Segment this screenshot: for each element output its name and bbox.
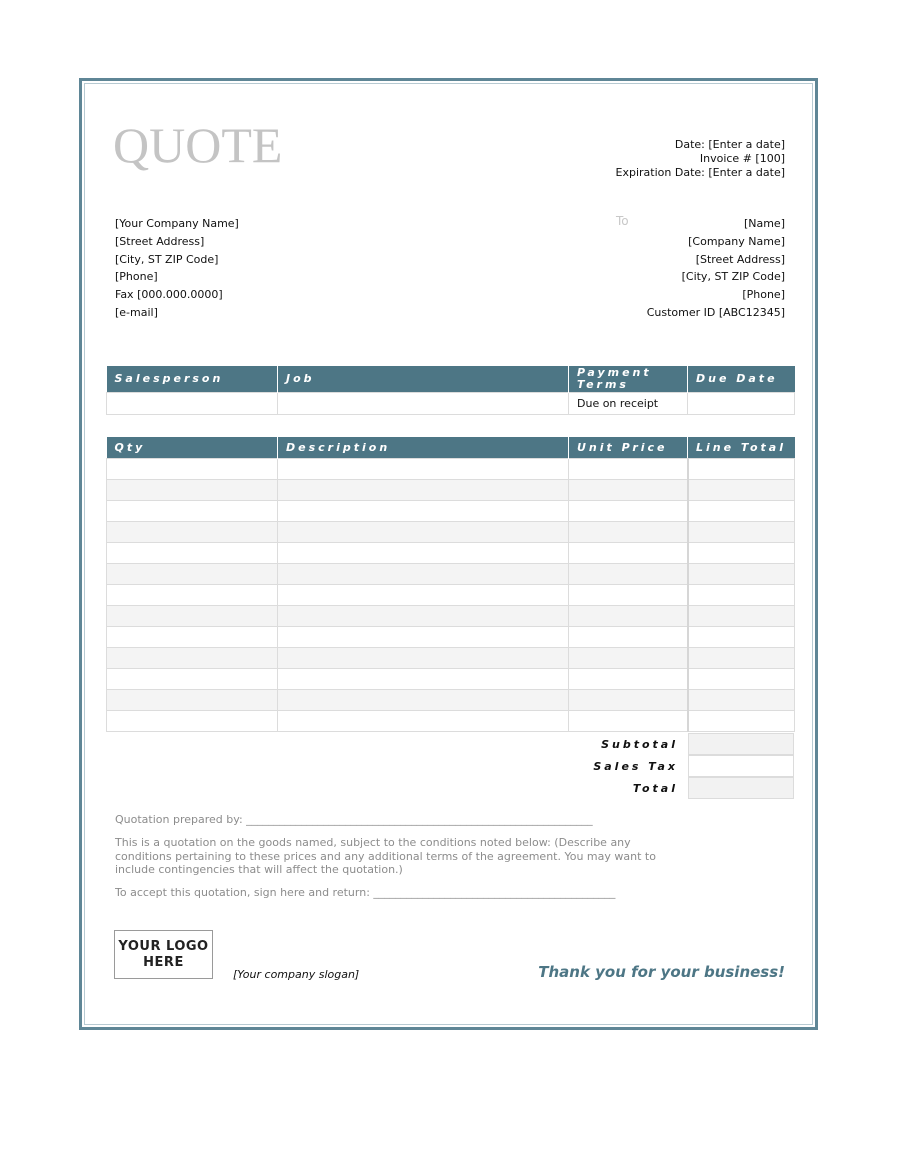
unit-price-cell[interactable] [569,647,688,668]
unit-price-cell[interactable] [569,668,688,689]
table-row [107,668,795,689]
sender-email[interactable]: [e-mail] [115,305,158,319]
to-label: To [616,214,629,228]
unit-price-cell[interactable] [569,458,688,479]
items-table [106,437,795,732]
subtotal-label: Subtotal [601,738,678,751]
total-value[interactable] [688,777,794,799]
line-total-cell[interactable] [688,521,795,542]
qty-cell[interactable] [107,710,278,731]
table-row [107,479,795,500]
recipient-company[interactable]: [Company Name] [688,234,785,248]
qty-cell[interactable] [107,521,278,542]
qty-cell[interactable] [107,458,278,479]
description-cell[interactable] [278,500,569,521]
qty-cell[interactable] [107,500,278,521]
description-cell[interactable] [278,689,569,710]
table-row [107,584,795,605]
customer-id[interactable]: Customer ID [ABC12345] [646,305,785,319]
sender-street[interactable]: [Street Address] [115,234,205,248]
unit-price-cell[interactable] [569,605,688,626]
salesperson-cell[interactable] [107,392,278,414]
sender-phone[interactable]: [Phone] [115,270,158,284]
recipient-name[interactable]: [Name] [743,217,785,230]
header-salesperson: Salesperson [107,366,278,392]
header-due-date: Due Date [688,366,795,392]
sales-tax-label: Sales Tax [593,760,678,773]
qty-cell[interactable] [107,563,278,584]
header-job: Job [278,366,569,392]
logo-placeholder [114,930,213,979]
unit-price-cell[interactable] [569,500,688,521]
logo-text: YOUR LOGO HERE [118,938,209,970]
table-row [107,563,795,584]
line-total-cell[interactable] [688,458,795,479]
job-table-header [107,366,795,392]
accept-signature-line[interactable]: To accept this quotation, sign here and return: ____________________________________________ [115,886,616,899]
unit-price-cell[interactable] [569,584,688,605]
unit-price-cell[interactable] [569,689,688,710]
header-line-total: Line Total [688,437,795,458]
line-total-cell[interactable] [688,500,795,521]
qty-cell[interactable] [107,626,278,647]
line-total-cell[interactable] [688,563,795,584]
description-cell[interactable] [278,542,569,563]
description-cell[interactable] [278,458,569,479]
unit-price-cell[interactable] [569,626,688,647]
header-payment-terms: Payment Terms [569,366,688,392]
table-row [107,500,795,521]
qty-cell[interactable] [107,668,278,689]
sales-tax-value[interactable] [688,755,794,777]
conditions-text: This is a quotation on the goods named, subject to the conditions noted below: (Describe any conditions pertaining to these prices and any additional terms of the agreement. You may want to include contingencies that will affect the quotation.) [115,836,656,876]
sender-company[interactable]: [Your Company Name] [115,217,239,230]
line-total-cell[interactable] [688,710,795,731]
recipient-street[interactable]: [Street Address] [695,252,785,266]
invoice-number-field[interactable]: Invoice # [100] [699,152,785,165]
description-cell[interactable] [278,521,569,542]
items-table-header [107,437,795,458]
header-description: Description [278,437,569,458]
unit-price-cell[interactable] [569,542,688,563]
description-cell[interactable] [278,563,569,584]
unit-price-cell[interactable] [569,479,688,500]
qty-cell[interactable] [107,542,278,563]
sender-fax[interactable]: Fax [000.000.0000] [115,288,223,302]
payment-terms-cell[interactable]: Due on receipt [569,392,688,414]
unit-price-cell[interactable] [569,563,688,584]
line-total-cell[interactable] [688,479,795,500]
qty-cell[interactable] [107,647,278,668]
table-row [107,647,795,668]
qty-cell[interactable] [107,689,278,710]
total-label: Total [632,782,678,795]
description-cell[interactable] [278,584,569,605]
recipient-address [647,215,785,322]
line-total-cell[interactable] [688,668,795,689]
expiration-date-field[interactable]: Expiration Date: [Enter a date] [615,166,785,179]
description-cell[interactable] [278,605,569,626]
line-total-cell[interactable] [688,647,795,668]
line-total-cell[interactable] [688,542,795,563]
description-cell[interactable] [278,626,569,647]
line-total-cell[interactable] [688,626,795,647]
date-field[interactable]: Date: [Enter a date] [674,138,785,151]
description-cell[interactable] [278,647,569,668]
table-row [107,458,795,479]
company-slogan: [Your company slogan] [233,968,360,981]
qty-cell[interactable] [107,584,278,605]
table-row [107,689,795,710]
header-unit-price: Unit Price [569,437,688,458]
unit-price-cell[interactable] [569,710,688,731]
table-row [107,605,795,626]
prepared-by-line[interactable]: Quotation prepared by: _______________________________________________________________ [115,813,593,826]
description-cell[interactable] [278,479,569,500]
description-cell[interactable] [278,710,569,731]
table-row [107,521,795,542]
table-row [107,542,795,563]
job-cell[interactable] [278,392,569,414]
line-total-cell[interactable] [688,689,795,710]
recipient-phone[interactable]: [Phone] [742,288,785,302]
sender-address [115,215,239,322]
sender-city[interactable]: [City, ST ZIP Code] [115,252,219,266]
subtotal-value[interactable] [688,733,794,755]
recipient-city[interactable]: [City, ST ZIP Code] [681,270,785,284]
table-row [107,626,795,647]
document-title: QUOTE [113,117,283,173]
description-cell[interactable] [278,668,569,689]
thank-you-message: Thank you for your business! [538,963,785,981]
quote-meta [616,138,785,180]
line-total-cell[interactable] [688,605,795,626]
due-date-cell[interactable] [688,392,795,414]
table-row [107,710,795,731]
qty-cell[interactable] [107,605,278,626]
job-table-row [107,392,795,414]
unit-price-cell[interactable] [569,521,688,542]
job-table [106,366,795,415]
qty-cell[interactable] [107,479,278,500]
header-qty: Qty [107,437,278,458]
line-total-cell[interactable] [688,584,795,605]
